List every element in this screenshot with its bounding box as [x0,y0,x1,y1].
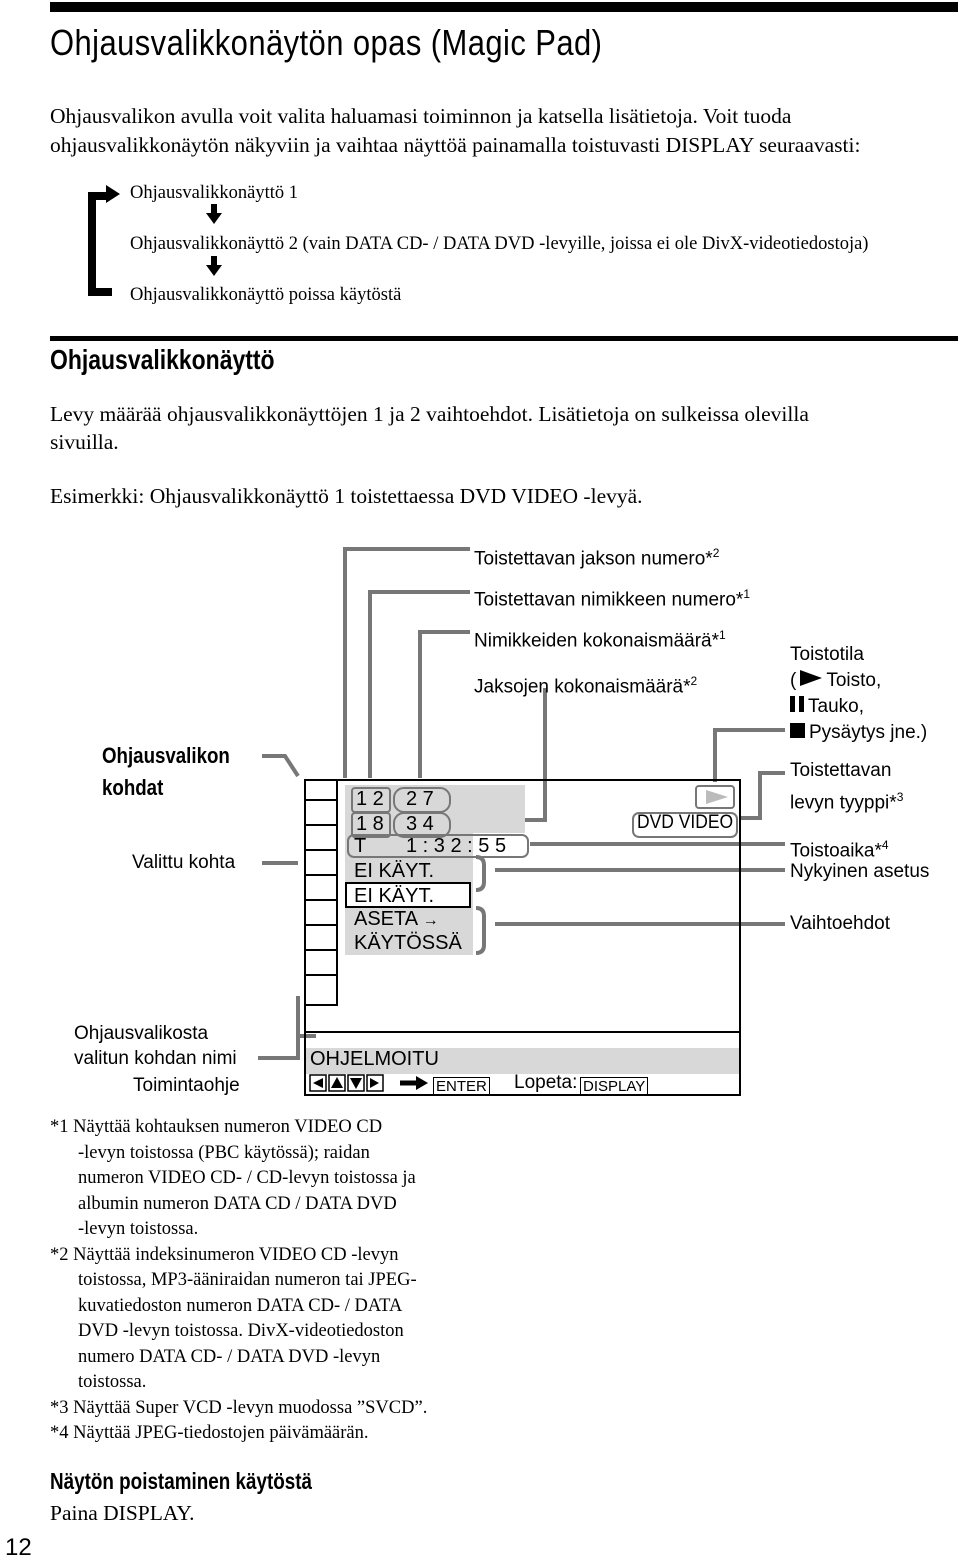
example-caption: Esimerkki: Ohjausvalikkonäyttö 1 toistettaessa DVD VIDEO -levyä. [50,484,643,508]
page-number: 12 [5,1534,32,1561]
play-icon [800,670,822,686]
screen-chapter-number: 1 8 [356,813,384,835]
section-rule [50,336,958,341]
screen-title-total: 2 7 [406,788,434,810]
screen-current-setting: EI KÄYT. [354,860,435,882]
callout-selected-item: Valittu kohta [132,852,236,873]
top-rule [50,2,958,12]
callout-play-mode: Toistotila ( Toisto, Tauko, Pysäytys jne.) [790,644,928,743]
intro-line-2: ohjausvalikkonäytön näkyviin ja vaihtaa näyttöä painamalla toistuvasti DISPLAY seuraavasti: [50,133,861,157]
callout-title-number: Toistettavan nimikkeen numero*$^1$ [474,587,751,611]
screen-disc-type: DVD VIDEO [637,812,734,833]
callout-current-setting: Nykyinen asetus [790,861,930,882]
screen-time-prefix: T [354,835,367,857]
screen-display-key: DISPLAY [580,1074,648,1097]
callout-guide: Toimintaohje [133,1075,240,1096]
down-arrow-icon [206,265,222,276]
screen-chapter-total: 3 4 [406,813,434,835]
screen-enter-key: ENTER [433,1074,490,1097]
screen-option-2: ASETA → [354,908,439,930]
section-para-line-2: sivuilla. [50,430,119,454]
callout-chapter-total: Jaksojen kokonaismäärä*$^2$ [474,674,698,698]
callout-menu-items: Ohjausvalikon kohdat [102,743,230,800]
loop-arrow-icon [106,185,120,203]
section-heading: Ohjausvalikkonäyttö [50,344,275,375]
sequence-step-1: Ohjausvalikkonäyttö 1 [130,183,299,203]
screen-time-value: 1 : 3 2 : 5 5 [406,835,507,857]
closing-text: Paina DISPLAY. [50,1501,195,1525]
pause-icon [790,696,804,712]
callout-title-total: Nimikkeiden kokonaismäärä*$^1$ [474,628,726,652]
play-mode-icon [706,790,728,804]
callout-play-time: Toistoaika*$^4$ [790,838,889,862]
sequence-step-3: Ohjausvalikkonäyttö poissa käytöstä [130,285,402,305]
callout-selected-name-1: Ohjausvalikosta [74,1023,209,1044]
sequence-step-2: Ohjausvalikkonäyttö 2 (vain DATA CD- / DATA DVD -levyille, joissa ei ole DivX-videotiedostoja) [130,234,869,254]
closing-heading: Näytön poistaminen käytöstä [50,1468,313,1494]
enter-arrow-icon [416,1076,428,1090]
callout-options: Vaihtoehdot [790,913,891,934]
section-para-line-1: Levy määrää ohjausvalikkonäyttöjen 1 ja 2 vaihtoehdot. Lisätietoja on sulkeissa olevilla [50,402,809,426]
screen-option-1: EI KÄYT. [354,885,435,907]
callout-selected-name-2: valitun kohdan nimi [74,1048,237,1069]
screen-title-number: 1 2 [356,788,384,810]
screen-stop-label: Lopeta: [514,1072,578,1093]
screen-option-3: KÄYTÖSSÄ [354,932,462,954]
footnote-1: *1 Näyttää kohtauksen numeron VIDEO CD -levyn toistossa (PBC käytössä); raidan numeron VIDEO CD- / CD-levyn toistossa ja albumin numeron DATA CD / DATA DVD -levyn toistossa. *2 Näyttää indeksinumeron VIDEO CD -levyn toistossa, MP3-ääniraidan numeron tai JPEG- kuvatiedoston numeron DATA CD- / DATA DVD -levyn toistossa. DivX-videotiedoston numero DATA CD- / DATA DVD -levyn toistossa. *3 Näyttää Super VCD -levyn muodossa ”SVCD”. *4 Näyttää JPEG-tiedostojen päivämäärän. [50,1117,428,1443]
screen-item-name: OHJELMOITU [310,1048,439,1070]
intro-line-1: Ohjausvalikon avulla voit valita haluamasi toiminnon ja katsella lisätietoja. Voit tuoda [50,104,792,128]
down-arrow-icon [206,213,222,224]
page-title: Ohjausvalikkonäytön opas (Magic Pad) [50,22,603,63]
callout-chapter-number: Toistettavan jakson numero*$^2$ [474,546,720,570]
callout-disc-type: Toistettavan levyn tyyppi*$^3$ [790,760,904,814]
stop-icon [790,723,805,738]
